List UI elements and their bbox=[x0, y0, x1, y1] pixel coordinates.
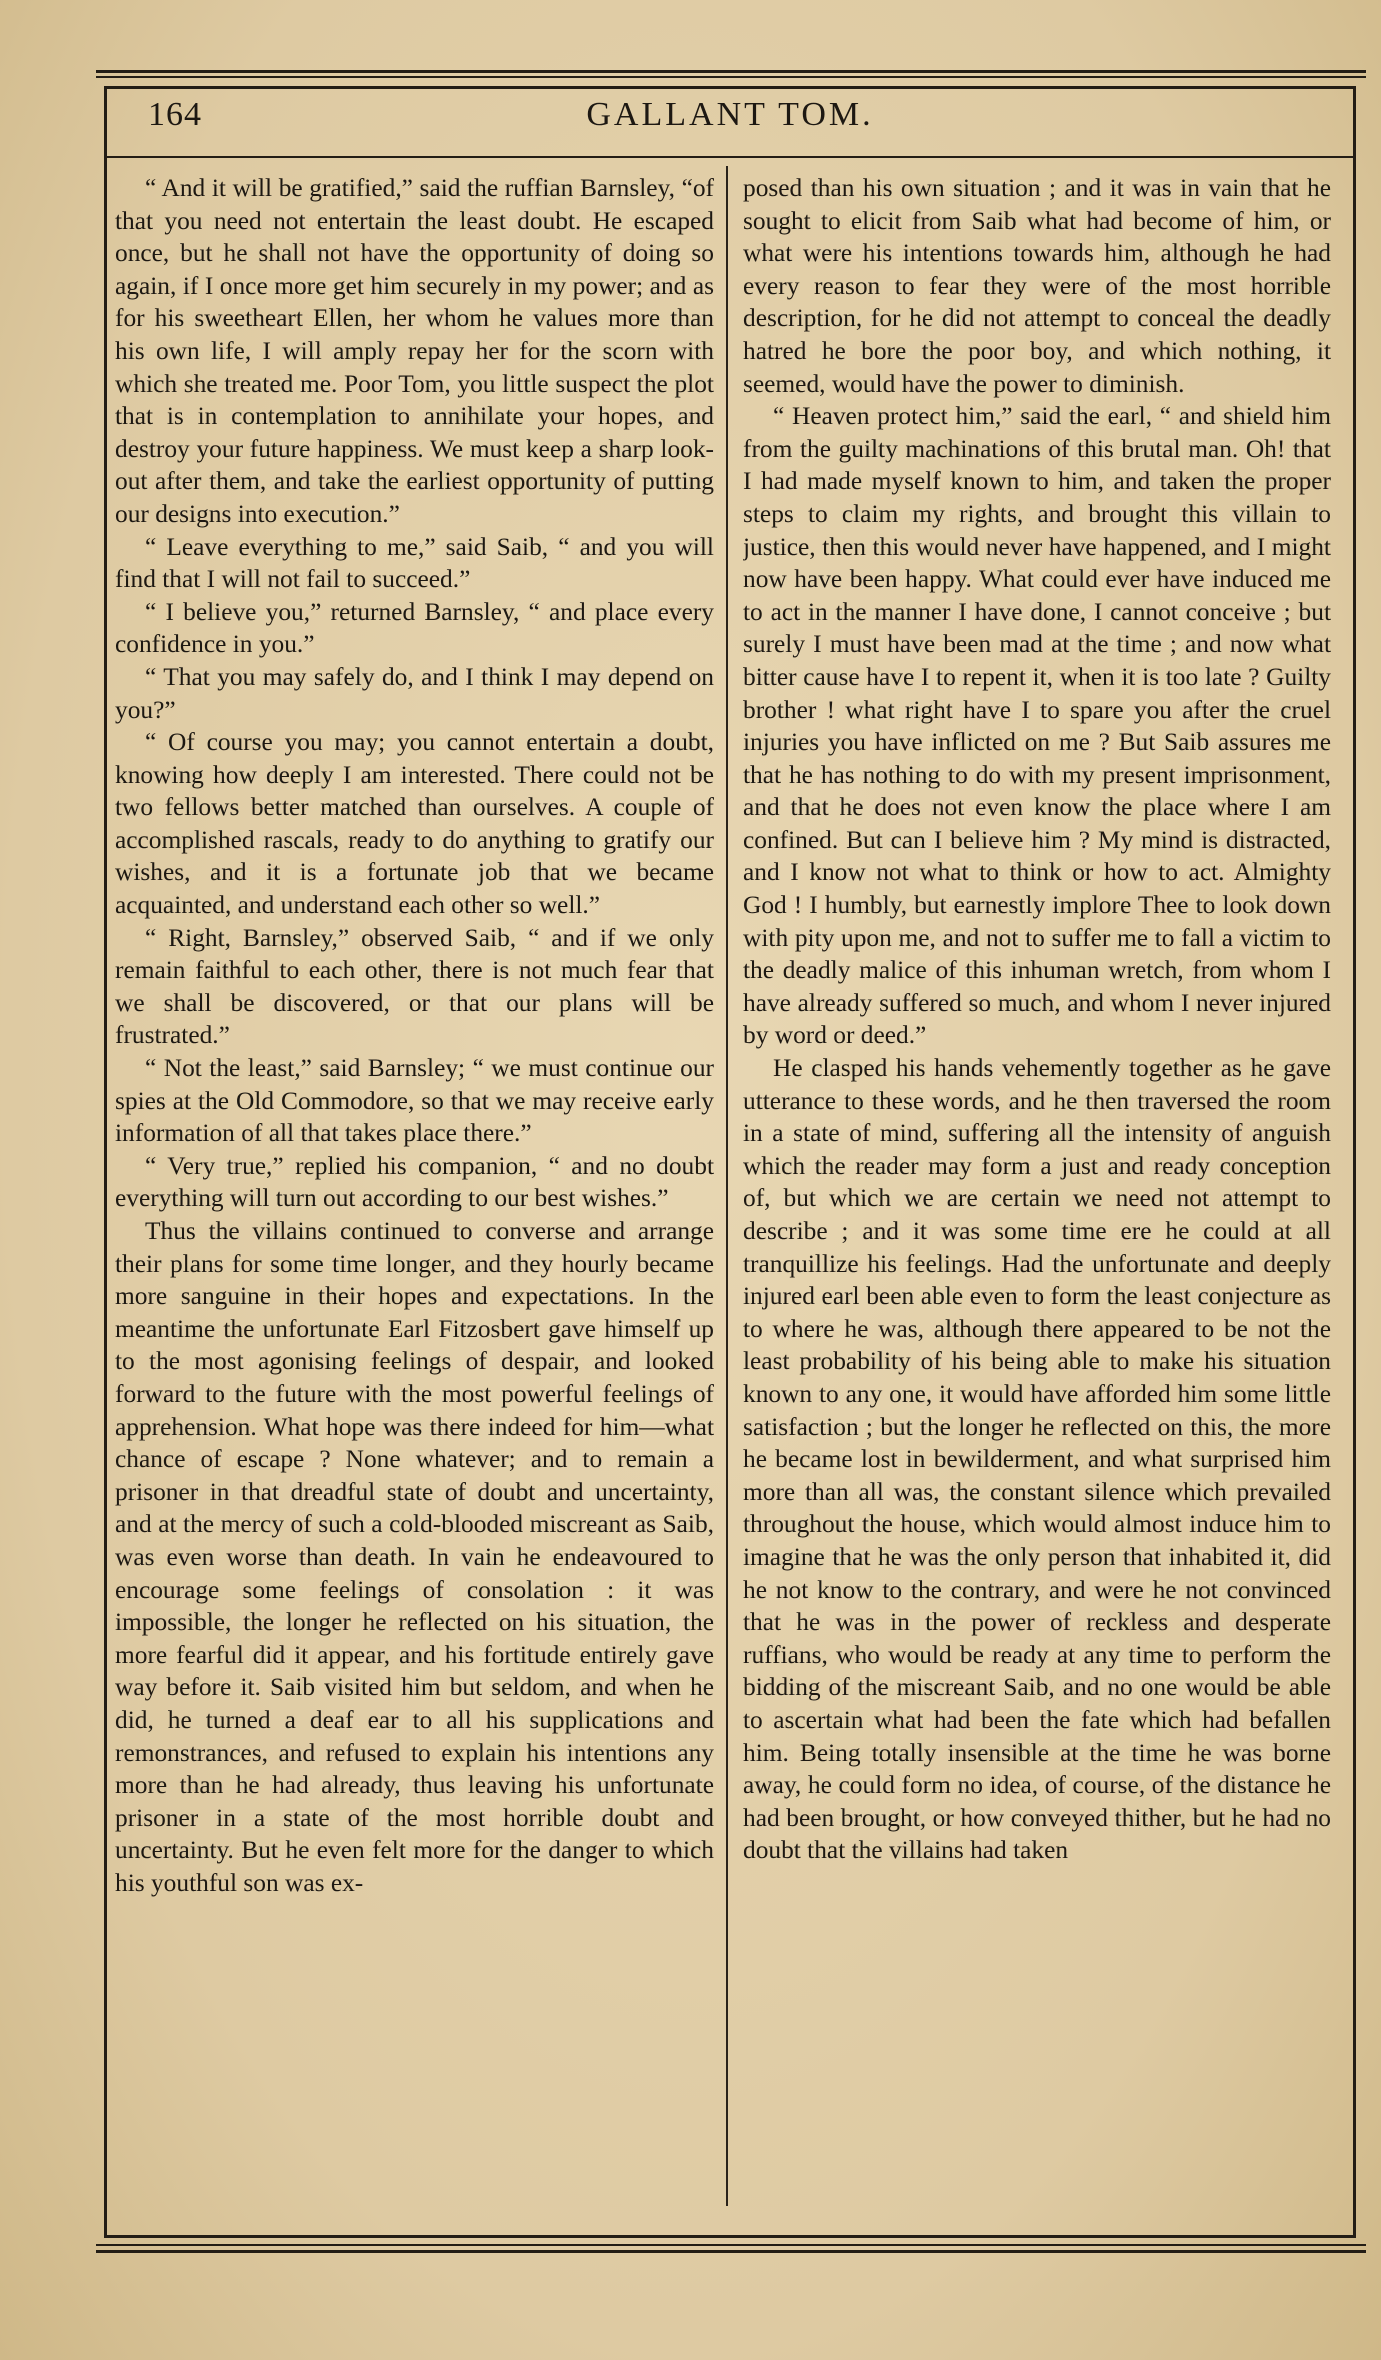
right-column bbox=[743, 172, 1331, 2196]
paragraph: “ Not the least,” said Barnsley; “ we must continue our spies at the Old Commodore, so that we may receive early information of all that takes place there.” bbox=[115, 1054, 714, 1148]
paragraph: “ Heaven protect him,” said the earl, “ and shield him from the guilty machinations of this brutal man. Oh! that I had made myself known to him, and taken the proper steps to claim my rights, and brought this villain to justice, then this would never have happened, and I might now have been happy. What could ever have induced me to act in the manner I have done, I cannot conceive ; but surely I must have been mad at the time ; and now what bitter cause have I to repent it, when it is too late ? Guilty brother ! what right have I to spare you after the cruel injuries you have inflicted on me ? But Saib assures me that he has nothing to do with my present imprisonment, and that he does not even know the place where I am confined. But can I believe him ? My mind is distracted, and I know not what to think or how to act. Almighty God ! I humbly, but earnestly implore Thee to look down with pity upon me, and not to suffer me to fall a victim to the deadly malice of this inhuman wretch, from whom I have already suffered so much, and whom I never injured by word or deed.” bbox=[743, 402, 1331, 1050]
paragraph: “ Very true,” replied his companion, “ and no doubt everything will turn out according to our best wishes.” bbox=[115, 1151, 714, 1213]
paragraph: He clasped his hands vehemently together as he gave utterance to these words, and he then traversed the room in a state of mind, suffering all the intensity of anguish which the reader may form a just and ready conception of, but which we are certain we need not attempt to describe ; and it was some time ere he could at all tranquillize his feelings. Had the unfortunate and deeply injured earl been able even to form the least conjecture as to where he was, although there appeared to be not the least probability of his being able to make his situation known to any one, it would have afforded him some little satisfaction ; but the longer he reflected on this, the more he became lost in bewilderment, and what surprised him more than all was, the constant silence which prevailed throughout the house, which would almost induce him to imagine that he was the only person that inhabited it, did he not know to the contrary, and were he not convinced that he was in the power of reckless and desperate ruffians, who would be ready at any time to perform the bidding of the miscreant Saib, and no one would be able to ascertain what had been the fate which had befallen him. Being totally insensible at the time he was borne away, he could form no idea, of course, of the distance he had been brought, or how conveyed thither, but he had no doubt that the villains had taken bbox=[743, 1054, 1331, 1865]
top-rule-inner bbox=[96, 76, 1366, 78]
left-column bbox=[115, 172, 714, 2196]
paragraph: “ And it will be gratified,” said the ruffian Barnsley, “of that you need not entertain the least doubt. He escaped once, but he shall not have the opportunity of doing so again, if I once more get him securely in my power; and as for his sweetheart Ellen, her whom he values more than his own life, I will amply repay her for the scorn with which she treated me. Poor Tom, you little suspect the plot that is in contemplation to annihilate your hopes, and destroy your future happiness. We must keep a sharp look-out after them, and take the earliest opportunity of putting our designs into execution.” bbox=[115, 174, 714, 528]
column-divider bbox=[726, 166, 728, 2206]
page-header bbox=[104, 90, 1356, 152]
running-title: GALLANT TOM. bbox=[586, 96, 874, 133]
paragraph: “ That you may safely do, and I think I may depend on you?” bbox=[115, 662, 714, 724]
paragraph: “ Leave everything to me,” said Saib, “ and you will find that I will not fail to succeed.” bbox=[115, 532, 714, 594]
header-rule bbox=[104, 156, 1356, 158]
paragraph: “ Of course you may; you cannot entertain a doubt, knowing how deeply I am interested. There could not be two fellows better matched than ourselves. A couple of accomplished rascals, ready to do anything to gratify our wishes, and it is a fortunate job that we became acquainted, and understand each other so well.” bbox=[115, 728, 714, 920]
paragraph: posed than his own situation ; and it was in vain that he sought to elicit from Saib what had become of him, or what were his intentions towards him, although he had every reason to fear they were of the most horrible description, for he did not attempt to conceal the deadly hatred he bore the poor boy, and which nothing, it seemed, would have the power to diminish. bbox=[743, 174, 1331, 398]
paragraph: “ Right, Barnsley,” observed Saib, “ and if we only remain faithful to each other, there is not much fear that we shall be discovered, or that our plans will be frustrated.” bbox=[115, 923, 714, 1050]
top-rule-outer bbox=[96, 70, 1366, 73]
paragraph: “ I believe you,” returned Barnsley, “ and place every confidence in you.” bbox=[115, 597, 714, 659]
page-number: 164 bbox=[148, 96, 202, 133]
paragraph: Thus the villains continued to converse and arrange their plans for some time longer, and they hourly became more sanguine in their hopes and expectations. In the meantime the unfortunate Earl Fitzosbert gave himself up to the most agonising feelings of despair, and looked forward to the future with the most powerful feelings of apprehension. What hope was there indeed for him—what chance of escape ? None whatever; and to remain a prisoner in that dreadful state of doubt and uncertainty, and at the mercy of such a cold-blooded miscreant as Saib, was even worse than death. In vain he endeavoured to encourage some feelings of consolation : it was impossible, the longer he reflected on his situation, the more fearful did it appear, and his fortitude entirely gave way before it. Saib visited him but seldom, and when he did, he turned a deaf ear to all his supplications and remonstrances, and refused to explain his intentions any more than he had already, thus leaving his unfortunate prisoner in a state of the most horrible doubt and uncertainty. But he even felt more for the danger to which his youthful son was ex- bbox=[115, 1217, 714, 1897]
bottom-rule-outer bbox=[96, 2250, 1366, 2253]
bottom-rule-inner bbox=[96, 2244, 1366, 2246]
